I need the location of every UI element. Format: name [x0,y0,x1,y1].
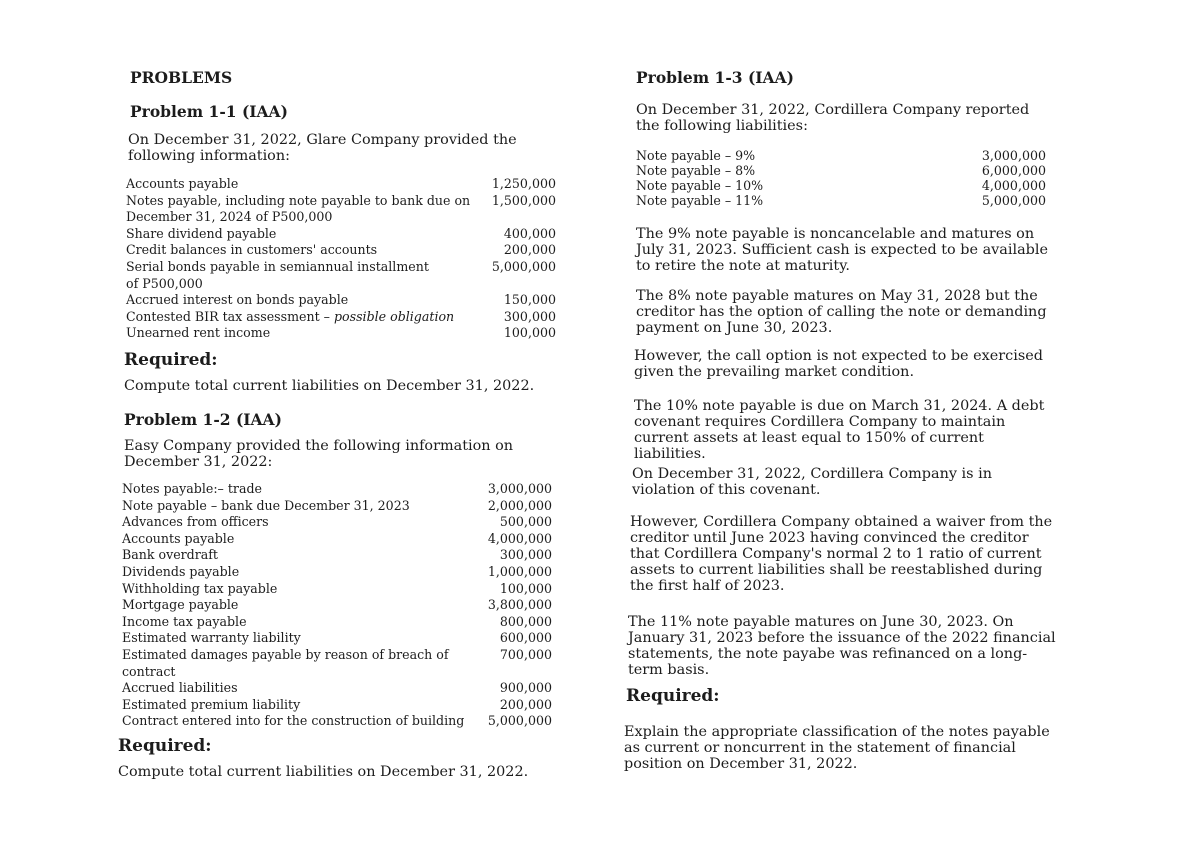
line-item [122,697,552,714]
line-item-amount: 300,000 [499,547,552,563]
line-item-label: Contested BIR tax assessment – possible obligation [126,308,455,324]
problem-1-1-required-label: Required: [124,350,218,370]
line-item [122,597,552,614]
problem-1-3-notes [636,148,1046,212]
note-label: Note payable – 8% [636,163,756,178]
problem-1-2-required-text: Compute total current liabilities on December 31, 2022. [118,764,529,780]
line-item-amount: 3,000,000 [487,481,552,496]
problem-1-3-para-3: However, the call option is not expected to be exercised given the prevailing market condition. [634,348,1043,380]
line-item-amount: 900,000 [499,680,552,696]
line-item-label: Notes payable, including note payable to bank due on December 31, 2024 of P500,000 [126,192,471,225]
line-item-amount: 5,000,000 [487,713,552,729]
line-item-amount: 200,000 [499,696,552,712]
problem-1-1-items [126,176,556,342]
line-item-label: Accrued interest on bonds payable [126,292,349,308]
line-item-amount: 1,250,000 [491,176,556,191]
line-item-label: Unearned rent income [126,325,271,341]
problem-1-3-required-text: Explain the appropriate classification of the notes payable as current or noncurrent in the statement of financial position on December 31, 2022. [624,724,1050,772]
line-item [122,647,552,680]
notes-amounts [982,148,1046,208]
line-item-label: Bank overdraft [122,547,218,563]
line-item-label: Estimated warranty liability [122,630,301,646]
problem-1-3-para-7: The 11% note payable matures on June 30, 2023. On January 31, 2023 before the issuance of the 2022 financial statements, the note payabe was refinanced on a long-term basis. [628,614,1056,678]
note-amount: 5,000,000 [981,193,1046,208]
line-item-label: Contract entered into for the construction of building [122,713,465,729]
line-item-label: Credit balances in customers' accounts [126,242,378,258]
problem-1-3-para-1: The 9% note payable is noncancelable and matures on July 31, 2023. Sufficient cash is expected to be available to retire the note at maturity. [636,226,1048,274]
line-item-amount: 400,000 [503,225,556,241]
line-item [126,259,556,292]
line-item-amount: 150,000 [503,292,556,308]
line-item-label: Notes payable:– trade [122,481,262,496]
line-item-label: Accounts payable [122,530,235,546]
problem-1-3-intro: On December 31, 2022, Cordillera Company reported the following liabilities: [636,102,1030,134]
note-label: Note payable – 11% [636,193,764,208]
emphasis-text: possible obligation [333,308,455,324]
line-item-amount: 3,800,000 [487,597,552,613]
line-item-amount: 700,000 [499,646,552,662]
line-item-label: Income tax payable [122,613,247,629]
line-item [122,680,552,697]
problem-1-3-para-6: However, Cordillera Company obtained a waiver from the creditor until June 2023 having convinced the creditor that Cordillera Company's normal 2 to 1 ratio of current assets to current liabilities shall be reestablished during the first half of 2023. [630,514,1053,594]
line-item-amount: 1,500,000 [491,192,556,208]
note-label: Note payable – 9% [636,148,756,163]
problems-heading: PROBLEMS [130,68,233,87]
line-item [122,514,552,531]
problem-1-3-required-label: Required: [626,686,720,706]
line-item [122,630,552,647]
notes-labels [636,148,763,208]
note-label: Note payable – 10% [636,178,764,193]
problem-1-2-items [122,481,552,730]
problem-1-2-intro: Easy Company provided the following information on December 31, 2022: [124,438,514,470]
line-item-label: Accrued liabilities [122,680,238,696]
problem-1-1-intro: On December 31, 2022, Glare Company provided the following information: [128,132,517,164]
line-item [122,581,552,598]
line-item-label: Withholding tax payable [122,580,278,596]
line-item-label: Share dividend payable [126,225,277,241]
line-item-amount: 500,000 [499,514,552,530]
problem-1-1-title: Problem 1-1 (IAA) [130,102,288,121]
note-amount: 3,000,000 [981,148,1046,163]
line-item-amount: 800,000 [499,613,552,629]
line-item [126,292,556,309]
line-item-amount: 5,000,000 [491,258,556,274]
line-item-amount: 100,000 [499,580,552,596]
problem-1-1-required-text: Compute total current liabilities on December 31, 2022. [124,378,535,394]
line-item-label: Serial bonds payable in semiannual installment of P500,000 [126,258,429,291]
line-item-label: Dividends payable [122,563,240,579]
line-item-label: Mortgage payable [122,597,239,613]
problem-1-3-title: Problem 1-3 (IAA) [636,68,794,87]
line-item [122,564,552,581]
line-item-amount: 4,000,000 [487,530,552,546]
line-item [126,176,556,193]
note-amount: 4,000,000 [981,178,1046,193]
line-item [122,498,552,515]
problem-1-2-required-label: Required: [118,736,212,756]
problem-1-3-para-4: The 10% note payable is due on March 31, 2024. A debt covenant requires Cordillera Company to maintain current assets at least equal to 150% of current liabilities. [634,398,1045,462]
line-item-amount: 1,000,000 [487,563,552,579]
problem-1-3-para-5: On December 31, 2022, Cordillera Company is in violation of this covenant. [632,466,992,498]
line-item [126,309,556,326]
line-item [126,325,556,342]
line-item-label: Accounts payable [126,176,239,191]
line-item-label: Advances from officers [122,514,269,530]
line-item [126,193,556,226]
line-item [126,226,556,243]
line-item [122,713,552,730]
line-item [122,481,552,498]
line-item [122,614,552,631]
line-item-label: Estimated damages payable by reason of breach of contract [122,646,449,679]
problem-1-3-para-2: The 8% note payable matures on May 31, 2028 but the creditor has the option of calling the note or demanding payment on June 30, 2023. [636,288,1047,336]
line-item-amount: 300,000 [503,308,556,324]
problem-1-2-title: Problem 1-2 (IAA) [124,410,282,429]
note-amount: 6,000,000 [981,163,1046,178]
line-item [126,242,556,259]
line-item [122,531,552,548]
line-item-amount: 600,000 [499,630,552,646]
line-item-amount: 100,000 [503,325,556,341]
line-item-amount: 200,000 [503,242,556,258]
line-item-label: Estimated premium liability [122,696,301,712]
line-item-label: Note payable – bank due December 31, 2023 [122,497,410,513]
line-item-amount: 2,000,000 [487,497,552,513]
line-item [122,547,552,564]
